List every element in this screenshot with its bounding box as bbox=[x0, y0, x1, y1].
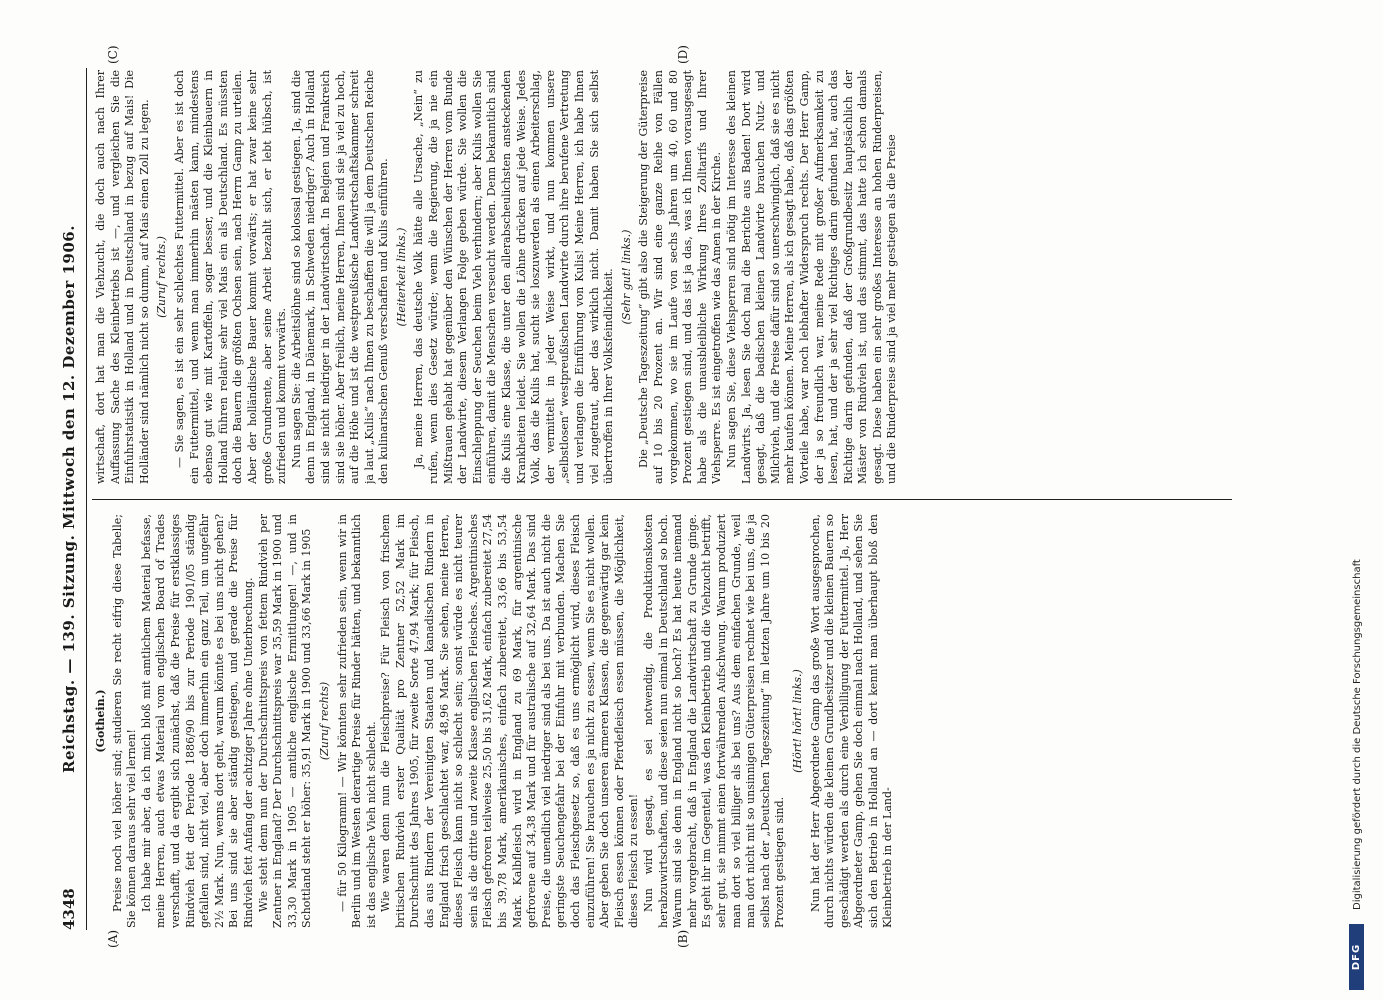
paragraph: Die „Deutsche Tageszeitung“ gibt also die Steigerung der Güterpreise auf 10 bis 20 Prozent an. Wir sind eine ganze Reihe von Fällen vorgekommen, wo sie im Laufe von sechs Jahren um 40, 60 und 80 Prozent gestiegen sind, und das ist ja das, was ich Ihnen vorausgesagt habe als die unausbleibliche Wirkung Ihres Zolltarifs und Ihrer Viehsperre. Es ist eingetroffen wie das Amen in der Kirche. bbox=[637, 70, 724, 484]
dfg-logo: DFG bbox=[1349, 924, 1364, 990]
digitization-credit: Digitalisierung gefördert durch die Deutsche Forschungsgemeinschaft bbox=[1352, 559, 1363, 910]
running-head: Reichstag. — 139. Sitzung. Mittwoch den 12. Dezember 1906. bbox=[60, 225, 78, 773]
paragraph: Ja, meine Herren, das deutsche Volk hätte alle Ursache, „Nein“ zu rufen, wenn dies Gesetz würde; wenn die Regierung, die ja nie ein Mißtrauen gehabt hat gegenüber den Wünschen der Herren vom Bunde der Landwirte, diesem Verlangen Folge geben würde. Sie wollen die Einschleppung der Seuchen beim Vieh verhindern; aber Kulis wollen Sie einführen, damit die Menschen verseucht werden. Denn bekanntlich sind die Kulis eine Klasse, die unter den allerabscheulichsten ansteckenden Krankheiten leidet. Sie wollen die Löhne drücken auf jede Weise. Jedes Volk, das die Kulis hat, sucht sie loszuwerden als einen Arbeiterschlag, der vermittelt in jeder Weise wirkt, und nun kommen unsere „selbstlosen“ westpreußischen Landwirte durch ihre berufene Vertretung und verlangen die Einführung von Kulis! Meine Herren, ich habe Ihnen viel zugetraut, aber das wirklich nicht. Damit haben Sie sich selbst übertroffen in Ihrer Volksfeindlichkeit. bbox=[412, 70, 616, 484]
speaker-name: (Gothein.) bbox=[94, 689, 107, 753]
right-column bbox=[94, 70, 1234, 484]
interjection: (Zuruf rechts) bbox=[317, 681, 331, 761]
paragraph: Preise noch viel höher sind; studieren Sie recht eifrig diese Tabelle; Sie können daraus sehr viel lernen! bbox=[110, 514, 139, 928]
paragraph: Nun wird gesagt, es sei notwendig, die Produktionskosten herabzuwirtschaften, und diese seien nun einmal in Deutschland so hoch. Warum sind sie denn in England nicht so hoch? Es hat heute niemand mehr vorgebracht, daß in England die Landwirtschaft zu Grunde ginge. Es geht ihr im Gegenteil, was den Kleinbetrieb und die Viehzucht betrifft, sehr gut, sie nimmt einen fortwährenden Aufschwung. Warum produziert man dort so viel billiger als bei uns? Aus dem einfachen Grunde, weil man dort nicht mit so unsinnigen Güterpreisen rechnet wie bei uns, die ja selbst nach der „Deutschen Tageszeitung“ im letzten Jahre um 10 bis 20 Prozent gestiegen sind. bbox=[641, 514, 787, 928]
paragraph: Nun sagen Sie: die Arbeitslöhne sind so kolossal gestiegen. Ja, sind die denn in England, in Dänemark, in Schweden niedriger? Auch in Holland sind sie nicht niedriger in der Landwirtschaft. In Belgien und Frankreich sind sie höher. Aber freilich, meine Herren, Ihnen sind sie ja viel zu hoch, auf die Höhe und ist die westpreußische Landwirtschaftskammer schreit ja laut „Kulis“ nach Ihnen zu beschaffen die will ja dem Deutschen Reiche den kulinarischen Genuß verschaffen und Kulis einführen. bbox=[289, 70, 391, 484]
paragraph: Ich habe mir aber, da ich mich bloß mit amtlichem Material befasse, meine Herren, auch etwas Material vom englischen Board of Trades verschafft, und da ergibt sich zunächst, daß die Preise für erstklassiges Rindvieh fett der Periode 1886/90 bis zur Periode 1901/05 ständig gefallen sind, nicht viel, aber doch immerhin ein ganz Teil, um ungefähr 2½ Mark. Nun, wenns dort geht, warum könnte es bei uns nicht gehen? Bei uns sind sie aber ständig gestiegen, und gerade die Preise für Rindvieh fett Anfang der achtziger Jahre ohne Unterbrechung. bbox=[139, 514, 255, 928]
paragraph: Wie waren denn nun die Fleischpreise? Für Fleisch von frischem britischen Rindvieh erster Qualität pro Zentner 52,52 Mark im Durchschnitt des Jahres 1905, für zweite Sorte 47,94 Mark; für Fleisch, das aus Rindern der Vereinigten Staaten und kanadischen Rindern in England frisch geschlachtet war, 48,96 Mark. Sie sehen, meine Herren, dieses Fleisch kann nicht so schlecht sein; sonst würde es nicht teurer sein als die dritte und zweite Klasse englischen Fleisches. Argentinisches Fleisch gefroren teilweise 25,50 bis 31,62 Mark, einfach zubereitet 27,54 bis 39,78 Mark, amerikanisches, einfach zubereitet, 33,66 bis 53,54 Mark. Kalbfleisch wird in England zu 69 Mark, für argentinische gefrorene auf 34,38 Mark und für australische auf 32,64 Mark. Das sind Preise, die unendlich viel niedriger sind als bei uns. Da ist auch nicht die geringste Seuchengefahr bei der Einfuhr mit verbunden. Machen Sie doch das Fleischgesetz so, daß es uns ermöglicht wird, dieses Fleisch einzuführen! Sie brauchen es ja nicht zu essen, wenn Sie es nicht wollen. Aber geben Sie doch unseren ärmeren Klassen, die gegenwärtig gar kein Fleisch essen können oder Pferdefleisch essen müssen, die Möglichkeit, dieses Fleisch zu essen! bbox=[379, 514, 641, 928]
header-rule bbox=[86, 68, 87, 930]
left-column bbox=[94, 514, 1234, 928]
margin-marker-b: (B) bbox=[676, 929, 690, 948]
paragraph: Nun sagen Sie, diese Viehsperren sind nötig im Interesse des kleinen Landwirts. Ja, lesen Sie doch mal die Berichte aus Baden! Dort wird gesagt, daß die badischen kleinen Landwirte brauchen Nutz- und Milchvieh, und die Preise dafür sind so unerschwinglich, daß sie es nicht mehr kaufen können. Meine Herren, als ich gesagt habe, daß das größten Vorteile habe, war noch lebhafter Widerspruch rechts. Der Herr Gamp, der ja so freundlich war, meine Rede mit großer Aufmerksamkeit zu lesen, hat, und der ja sehr viel Richtiges darin gefunden hat, auch das Richtige darin gefunden, daß der Großgrundbesitz hauptsächlich der Mäster von Rindvieh ist, und das stimmt, das hatte ich schon damals gesagt. Diese haben ein sehr großes Interesse an hohen Rinderpreisen, und die Rinderpreise sind ja viel mehr gestiegen als die Preise bbox=[724, 70, 899, 484]
interjection: (Sehr gut! links.) bbox=[619, 229, 633, 325]
paragraph: — für 50 Kilogramm! — Wir könnten sehr zufrieden sein, wenn wir in Berlin und im Westen derartige Preise für Rinder hätten, und bekanntlich ist das englische Vieh nicht schlecht. bbox=[335, 514, 378, 928]
paragraph: Nun hat der Herr Abgeordnete Gamp das große Wort ausgesprochen, durch nichts würden die kleinen Grundbesitzer und die kleinen Bauern so geschädigt werden als durch eine Verbilligung der Futtermittel. Ja, Herr Abgeordneter Gamp, gehen Sie doch einmal nach Holland, und sehen Sie sich den Betrieb in Holland an — dort kennt man überhaupt bloß den Kleinbetrieb in der Land- bbox=[808, 514, 895, 928]
margin-marker-d: (D) bbox=[676, 45, 690, 64]
margin-marker-a: (A) bbox=[106, 929, 120, 948]
paragraph: wirtschaft, dort hat man die Viehzucht, die doch auch nach Ihrer Auffassung Sache des Kleinbetriebs ist —, und vergleichen Sie die Einfuhrstatistik in Holland und in Deutschland in bezug auf Mais! Die Holländer sind nämlich nicht so dumm, auf Mais einen Zoll zu legen. bbox=[94, 70, 151, 484]
column-divider bbox=[92, 499, 1232, 500]
page-number: 4348 bbox=[60, 888, 78, 930]
interjection: (Heiterkeit links.) bbox=[394, 227, 408, 327]
margin-marker-c: (C) bbox=[106, 45, 120, 64]
interjection: (Zuruf rechts.) bbox=[155, 236, 169, 318]
interjection: (Hört! hört! links.) bbox=[790, 669, 804, 773]
paragraph: Wie steht denn nun der Durchschnittspreis von fettem Rindvieh per Zentner in England? Der Durchschnittspreis war 35,59 Mark in 1900 und 33,30 Mark in 1905 — amtliche englische Ermittlungen! —, und in Schottland steht er höher: 35,91 Mark in 1900 und 33,66 Mark in 1905 bbox=[256, 514, 314, 928]
page-header bbox=[60, 68, 82, 930]
paragraph: — Sie sagen, es ist ein sehr schlechtes Futtermittel. Aber es ist doch ein Futtermittel, und wenn man immerhin mästen kann, mindestens ebenso gut wie mit Kartoffeln, sogar besser, und die Kleinbauern in Holland führen relativ sehr viel Mais ein als Deutschland. Es müssten doch die Bauern die größten Ochsen sein, nach Herrn Gamp zu urteilen. Aber der holländische Bauer kommt vorwärts; er hat zwar keine sehr große Grundrente, aber seine Arbeit bezahlt sich, er lebt hübsch, ist zufrieden und kommt vorwärts. bbox=[172, 70, 289, 484]
